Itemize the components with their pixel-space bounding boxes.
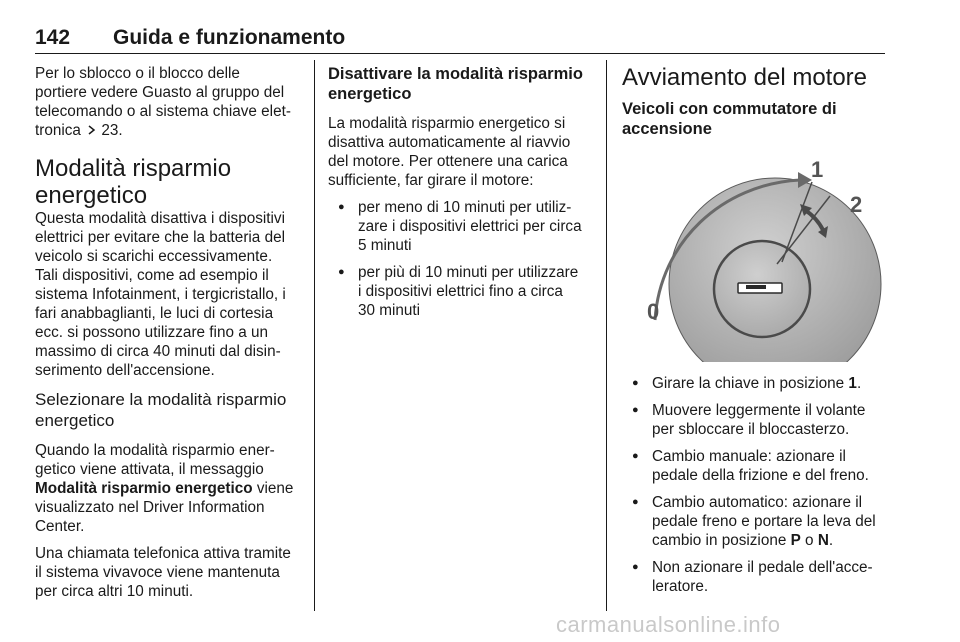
list-item-line: pedale freno e portare la leva del [652,513,876,530]
body-line: per circa altri 10 minuti. [35,583,194,600]
column-3-steps [622,374,885,596]
body-line: elettrici per evitare che la batteria del [35,229,285,246]
subsection-heading: Selezionare la modalità risparmio [35,390,287,409]
body-line: Tali dispositivi, come ad esempio il [35,267,269,284]
position-label-0: 0 [647,299,660,324]
list-item [336,198,596,255]
section-heading: Disattivare la modalità risparmio [328,65,583,83]
column-divider-2 [606,60,607,611]
body-line: sistema Infotainment, i tergicristallo, i [35,286,286,303]
page-number: 142 [35,26,71,49]
intro-line: portiere vedere Guasto al gruppo del [35,84,285,101]
list-item-line: ● Cambio manuale: azionare il [652,448,846,465]
list-item-line: pedale della frizione e del freno. [652,467,869,484]
intro-line [35,121,303,140]
list-item [336,263,596,320]
list-item-text: . [856,375,862,392]
list-item-text: cambio in posizione [652,532,791,549]
watermark: carmanualsonline.info [556,612,781,637]
list-item-line: ● Muovere leggermente il volante [652,402,866,419]
list-item-line: per sbloccare il bloccasterzo. [652,421,850,438]
list-item-line: leratore. [652,578,709,595]
column-2 [328,64,596,320]
body-line: massimo di circa 40 minuti dal disin- [35,343,281,360]
subsection-heading: energetico [35,410,115,430]
column-3 [622,64,885,139]
body-line: fari anabbaglianti, le luci di cortesia [35,305,274,322]
intro-text: tronica [35,122,81,139]
display-message-name: Modalità risparmio energetico [35,480,253,497]
chapter-title: Guida e funzionamento [113,26,346,49]
body-line: Una chiamata telefonica attiva tramite [35,545,291,562]
body-line: serimento dell'accensione. [35,362,215,379]
list-item-line: ● Non azionare il pedale dell'acce- [652,559,873,576]
list-item-line: ● Cambio automatico: azionare il [652,494,863,511]
page-reference-number: 23. [101,122,123,139]
list-item-line: 5 minuti [358,237,412,254]
body-line: disattiva automaticamente al riavvio [328,134,571,151]
page-reference-link[interactable] [85,122,123,139]
intro-line: telecomando o al sistema chiave elet- [35,103,291,120]
body-line [35,479,303,498]
gear-position-n: N [817,532,829,549]
list-item-line: i dispositivi elettrici fino a circa [358,283,563,300]
list-item [630,558,885,596]
list-item [630,447,885,485]
list-item-line: 30 minuti [358,302,421,319]
list-item [630,401,885,439]
position-label-2: 2 [850,192,863,217]
list-item-line: zare i dispositivi elettrici per circa [358,218,582,235]
page-reference-icon [85,124,97,136]
ignition-switch-figure [622,152,885,362]
body-line: sufficiente, far girare il motore: [328,172,534,189]
list-item-text: o [800,532,818,549]
start-steps-list [622,374,885,596]
column-1 [35,64,303,601]
list-item-line: ● per meno di 10 minuti per utiliz- [358,199,572,216]
position-label-1: 1 [811,157,824,182]
body-line: visualizzato nel Driver Information [35,499,265,516]
gear-position-p: P [790,532,801,549]
page-header [35,26,885,52]
intro-line: Per lo sblocco o il blocco delle [35,65,240,82]
body-line: Center. [35,518,85,535]
body-line: veicolo si scarichi eccessivamente. [35,248,273,265]
header-divider [35,53,885,54]
list-item-line: ● per più di 10 minuti per utilizzare [358,264,579,281]
section-heading: Avviamento del motore [622,64,868,91]
section-body [35,209,303,380]
list-item-text: Girare la chiave in posizione [652,375,849,392]
ignition-switch-illustration [622,152,885,362]
subsection-heading: Veicoli con commutatore di [622,100,837,118]
key-position: 1 [848,375,857,392]
body-line: La modalità risparmio energetico si [328,115,566,132]
list-item [630,374,885,393]
body-line: il sistema vivavoce viene mantenuta [35,564,280,581]
body-line: Quando la modalità risparmio ener- [35,442,275,459]
body-line: getico viene attivata, il messaggio [35,461,264,478]
body-line: Questa modalità disattiva i dispositivi [35,210,285,227]
bullet-list [328,198,596,320]
section-heading: Modalità risparmio [35,155,232,182]
section-heading: energetico [35,182,148,209]
column-divider-1 [314,60,315,611]
subsection-heading: accensione [622,120,712,138]
list-item [630,493,885,550]
body-line: del motore. Per ottenere una carica [328,153,568,170]
section-heading: energetico [328,85,412,103]
body-line: ecc. si possono utilizzare fino a un [35,324,268,341]
list-item-text: . [828,532,834,549]
list-item-line [652,531,885,550]
body-text: viene [252,480,294,497]
